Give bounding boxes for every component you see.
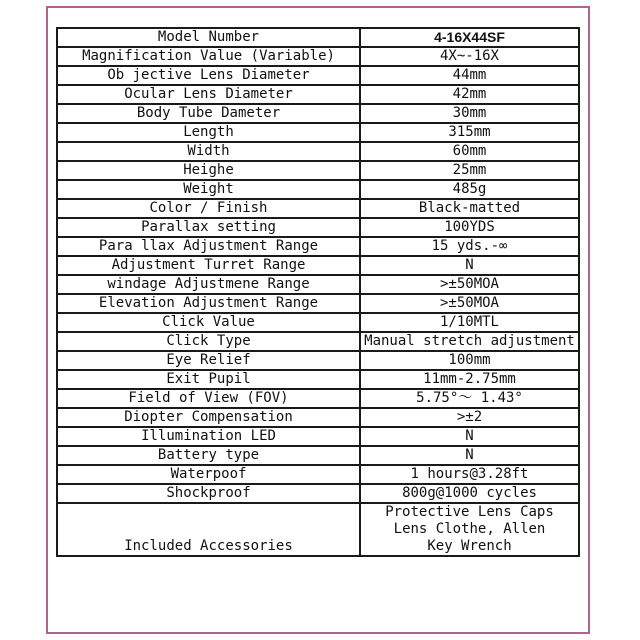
spec-label: Adjustment Turret Range: [57, 256, 360, 275]
spec-label: windage Adjustmene Range: [57, 275, 360, 294]
table-row: [57, 85, 579, 104]
table-row: [57, 237, 579, 256]
spec-label: Width: [57, 142, 360, 161]
accessory-line: Lens Clothe, Allen: [393, 521, 546, 537]
spec-label: Para llax Adjustment Range: [57, 237, 360, 256]
spec-value: 485g: [360, 180, 579, 199]
spec-value: >±50MOA: [360, 275, 579, 294]
table-row: [57, 104, 579, 123]
spec-value: 800g@1000 cycles: [360, 484, 579, 503]
spec-table: [56, 27, 580, 557]
spec-label: Click Type: [57, 332, 360, 351]
spec-value: 44mm: [360, 66, 579, 85]
table-row: [57, 408, 579, 427]
accessories-value: [360, 503, 579, 556]
spec-value: 42mm: [360, 85, 579, 104]
table-row: [57, 180, 579, 199]
spec-label: Weight: [57, 180, 360, 199]
spec-value: >±2: [360, 408, 579, 427]
spec-label: Body Tube Dameter: [57, 104, 360, 123]
spec-value: 60mm: [360, 142, 579, 161]
spec-value: 4X~-16X: [360, 47, 579, 66]
table-row: [57, 66, 579, 85]
spec-label: Eye Relief: [57, 351, 360, 370]
table-row: [57, 28, 579, 47]
spec-label: Included Accessories: [57, 503, 360, 556]
spec-value: 11mm-2.75mm: [360, 370, 579, 389]
spec-value: 315mm: [360, 123, 579, 142]
table-row: [57, 351, 579, 370]
table-row: [57, 313, 579, 332]
table-row: [57, 370, 579, 389]
spec-label: Ob jective Lens Diameter: [57, 66, 360, 85]
table-row: [57, 123, 579, 142]
spec-label: Shockproof: [57, 484, 360, 503]
spec-label: Parallax setting: [57, 218, 360, 237]
spec-label: Field of View (FOV): [57, 389, 360, 408]
spec-value: N: [360, 427, 579, 446]
spec-label: Diopter Compensation: [57, 408, 360, 427]
spec-value: 4-16X44SF: [360, 28, 579, 47]
spec-label: Elevation Adjustment Range: [57, 294, 360, 313]
spec-value: 30mm: [360, 104, 579, 123]
table-row: [57, 427, 579, 446]
table-row: [57, 446, 579, 465]
table-row: [57, 142, 579, 161]
spec-label: Length: [57, 123, 360, 142]
spec-label: Magnification Value (Variable): [57, 47, 360, 66]
spec-value: 100YDS: [360, 218, 579, 237]
spec-value: N: [360, 446, 579, 465]
table-row: [57, 294, 579, 313]
spec-value: Manual stretch adjustment: [360, 332, 579, 351]
accessory-line: Key Wrench: [427, 538, 512, 554]
table-row: [57, 503, 579, 556]
table-row: [57, 256, 579, 275]
spec-value: 15 yds.-∞: [360, 237, 579, 256]
spec-label: Waterpoof: [57, 465, 360, 484]
table-row: [57, 389, 579, 408]
spec-value: 1 hours@3.28ft: [360, 465, 579, 484]
spec-value: 5.75°～ 1.43°: [360, 389, 579, 408]
spec-label: Heighe: [57, 161, 360, 180]
spec-label: Exit Pupil: [57, 370, 360, 389]
table-row: [57, 199, 579, 218]
table-row: [57, 332, 579, 351]
table-row: [57, 484, 579, 503]
spec-value: 1/10MTL: [360, 313, 579, 332]
table-row: [57, 218, 579, 237]
spec-value: Black-matted: [360, 199, 579, 218]
table-row: [57, 465, 579, 484]
spec-value: 25mm: [360, 161, 579, 180]
spec-label: Battery type: [57, 446, 360, 465]
spec-value: >±50MOA: [360, 294, 579, 313]
accessory-line: Protective Lens Caps: [385, 504, 554, 520]
spec-label: Model Number: [57, 28, 360, 47]
table-row: [57, 47, 579, 66]
spec-label: Ocular Lens Diameter: [57, 85, 360, 104]
spec-value: N: [360, 256, 579, 275]
spec-label: Illumination LED: [57, 427, 360, 446]
spec-label: Click Value: [57, 313, 360, 332]
spec-value: 100mm: [360, 351, 579, 370]
table-row: [57, 275, 579, 294]
table-row: [57, 161, 579, 180]
spec-label: Color / Finish: [57, 199, 360, 218]
